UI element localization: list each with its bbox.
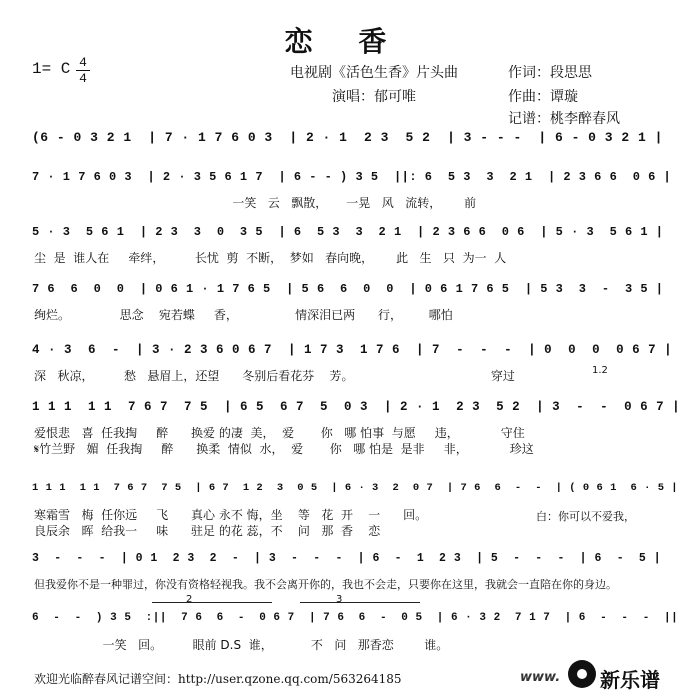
subtitle: 电视剧《活色生香》片头曲 — [290, 65, 458, 81]
row-lyrics: 绚烂。 思念 宛若蝶 香， 情深泪已两 行， 哪怕 — [34, 308, 453, 322]
footer-credit: 欢迎光临醉春风记谱空间：http://user.qzone.qq.com/563264185 — [34, 672, 402, 686]
transcriber: 记谱：桃李醉春风 — [508, 111, 620, 127]
spoken-prefix: 白：你可以不爱我， — [536, 510, 635, 523]
row-notes: 6 - - ) 3 5 :|| 7 6 6 - 0 6 7 | 7 6 6 - 0 5 | 6 · 3 2 7 1 7 | 6 - - - || — [32, 612, 679, 624]
row-notes: 4 · 3 6 - | 3 · 2 3 6 0 6 7 | 1 7 3 1 7 6 | 7 - - - | 0 0 0 0 6 7 | — [32, 343, 673, 357]
volta-2-label: 2 — [186, 594, 193, 605]
row-lyrics-spoken: 但我爱你不是一种罪过，你没有资格轻视我。我不会离开你的，我也不会走，只要你在这里，我就会一直陪在你的身边。 — [34, 578, 617, 591]
time-signature-bottom: 4 — [79, 71, 87, 86]
key-signature: 1= C — [32, 60, 71, 78]
logo-text: 新乐谱 — [600, 668, 660, 692]
volta-1-2-label: 1.2 — [592, 365, 608, 376]
singer: 演唱：郁可唯 — [332, 89, 416, 105]
logo-disc-center — [577, 669, 587, 679]
row-notes: 7 6 6 0 0 | 0 6 1 · 1 7 6 5 | 5 6 6 0 0 | 0 6 1 7 6 5 | 5 3 3 - 3 5 | — [32, 282, 664, 296]
composer: 作曲：谭璇 — [508, 89, 578, 105]
row-lyrics: 一笑 回。 眼前 D.S 谁， 不 问 那香恋 谁。 — [34, 638, 449, 652]
row-notes: 1 1 1 1 1 7 6 7 7 5 | 6 7 1 2 3 0 5 | 6 · 3 2 0 7 | 7 6 6 - - | ( 0 6 1 6 · 5 | — [32, 482, 679, 494]
row-notes: (6 - 0 3 2 1 | 7 · 1 7 6 0 3 | 2 · 1 2 3 5 2 | 3 - - - | 6 - 0 3 2 1 | — [32, 130, 663, 145]
row-notes: 7 · 1 7 6 0 3 | 2 · 3 5 6 1 7 | 6 - - ) 3 5 ||: 6 5 3 3 2 1 | 2 3 6 6 0 6 | — [32, 170, 672, 184]
row-lyrics-verse-1: 爱恨悲 喜 任我掏 醉 换爱 的凄 美， 爱 你 哪 怕事 与愿 违， 守住 — [34, 426, 525, 440]
volta-3-bracket — [300, 602, 420, 603]
volta-2-bracket — [152, 602, 272, 603]
row-lyrics: 尘 是 谁人在 牵绊， 长忧 剪 不断， 梦如 春向晚， 此 生 只 为一 人 — [34, 251, 507, 265]
row-lyrics-verse-1: 寒霜雪 梅 任你远 飞 真心 永不 悔，坐 等 花 开 一 回。 — [34, 508, 428, 522]
logo-disc-icon — [568, 660, 596, 688]
row-notes: 1 1 1 1 1 7 6 7 7 5 | 6 5 6 7 5 0 3 | 2 · 1 2 3 5 2 | 3 - - 0 6 7 | — [32, 400, 681, 414]
lyricist: 作词：段思思 — [508, 65, 592, 81]
volta-3-label: 3 — [336, 594, 343, 605]
row-lyrics-verse-2: 𝄋竹兰野 媚 任我掏 醉 换柔 情似 水， 爱 你 哪 怕是 是非 非， 珍这 — [34, 442, 534, 456]
row-notes: 3 - - - | 0 1 2 3 2 - | 3 - - - | 6 - 1 2 3 | 5 - - - | 6 - 5 | — [32, 552, 662, 565]
row-lyrics: 一笑 云 飘散， 一晃 风 流转， 前 — [34, 196, 477, 210]
row-lyrics-verse-2: 良辰余 晖 给我一 味 驻足 的花 蕊，不 问 那 香 恋 — [34, 524, 381, 538]
row-lyrics: 深 秋凉， 愁 悬眉上，还望 冬别后看花芬 芳。 穿过 — [34, 369, 515, 383]
watermark-url: www. — [520, 670, 561, 685]
song-title: 恋 香 — [284, 25, 405, 58]
time-signature — [76, 56, 90, 85]
time-signature-top: 4 — [79, 55, 87, 70]
row-notes: 5 · 3 5 6 1 | 2 3 3 0 3 5 | 6 5 3 3 2 1 | 2 3 6 6 0 6 | 5 · 3 5 6 1 | — [32, 225, 664, 239]
